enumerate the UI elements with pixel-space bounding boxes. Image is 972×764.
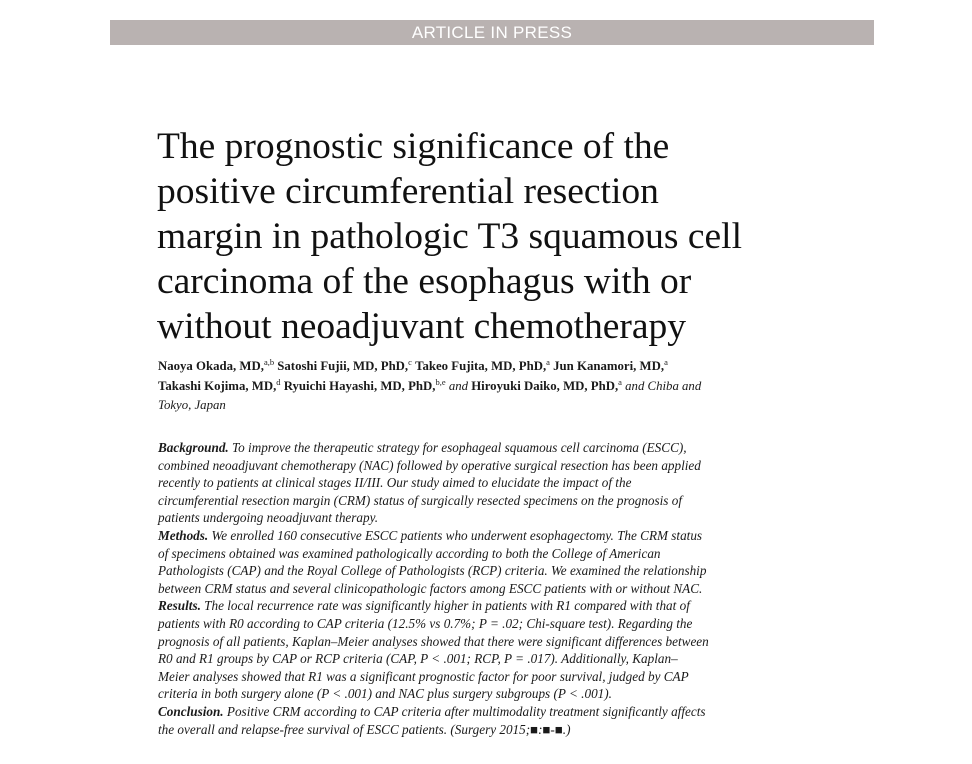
author-location: Tokyo, Japan	[158, 398, 226, 412]
abstract-line: prognosis of all patients, Kaplan–Meier analyses showed that there were significant differences between	[158, 633, 709, 649]
author-name: Satoshi Fujii, MD, PhD,	[277, 359, 409, 373]
abstract-line: R0 and R1 groups by CAP or RCP criteria (CAP, P < .001; RCP, P = .017). Additionally, Kaplan–	[158, 651, 678, 667]
abstract-text: To improve the therapeutic strategy for esophageal squamous cell carcinoma (ESCC),	[228, 440, 687, 455]
title-line: positive circumferential resection	[157, 171, 659, 212]
abstract-line	[158, 703, 838, 721]
title-line: The prognostic significance of the	[157, 126, 670, 167]
affiliation-sup: a	[664, 357, 668, 367]
abstract-text: Positive CRM according to CAP criteria after multimodality treatment significantly affects	[223, 703, 706, 719]
affiliation-sup: a	[546, 357, 550, 367]
abstract-line: Pathologists (CAP) and the Royal College of Pathologists (RCP) criteria. We examined the relationship	[158, 563, 707, 579]
author-name: Jun Kanamori, MD,	[553, 359, 665, 373]
affiliation-sup: a	[618, 376, 622, 387]
abstract-line: combined neoadjuvant chemotherapy (NAC) followed by operative surgical resection has been applied	[158, 457, 701, 473]
author-conjunction: and	[448, 378, 469, 393]
affiliation-sup: b,e	[435, 376, 446, 387]
abstract-line: between CRM status and several clinicopathologic factors among ESCC patients with or without NAC.	[158, 580, 703, 596]
author-name: Ryuichi Hayashi, MD, PhD,	[283, 378, 436, 393]
abstract-line: of specimens obtained was examined pathologically according to both the College of American	[158, 545, 661, 561]
author-name: Takashi Kojima, MD,	[158, 378, 277, 393]
title-line: without neoadjuvant chemotherapy	[157, 306, 687, 347]
methods-label: Methods.	[158, 527, 209, 543]
author-location: and Chiba and	[625, 378, 702, 393]
author-name: Takeo Fujita, MD, PhD,	[415, 359, 547, 373]
background-label: Background.	[158, 440, 229, 455]
affiliation-sup: a,b	[263, 357, 275, 367]
conclusion-label: Conclusion.	[158, 703, 224, 719]
article-in-press-banner	[110, 20, 874, 45]
results-label: Results.	[158, 598, 201, 614]
abstract-line	[158, 597, 838, 615]
article-title	[157, 124, 857, 349]
abstract-line	[158, 527, 838, 545]
author-line-3	[158, 396, 838, 416]
banner-text: ARTICLE IN PRESS	[411, 22, 573, 42]
abstract-line: patients undergoing neoadjuvant therapy.	[158, 510, 379, 526]
author-line-1	[158, 357, 838, 377]
author-name: Naoya Okada, MD,	[158, 359, 264, 373]
affiliation-sup: c	[408, 357, 412, 367]
abstract-line: circumferential resection margin (CRM) status of surgically resected specimens on the prognosis of	[158, 492, 682, 508]
abstract-text: We enrolled 160 consecutive ESCC patients who underwent esophagectomy. The CRM status	[208, 527, 703, 543]
affiliation-sup: d	[276, 376, 281, 387]
author-line-2	[158, 377, 838, 397]
abstract-line: the overall and relapse-free survival of ESCC patients. (Surgery 2015;■:■-■.)	[158, 721, 571, 737]
abstract-line: recently to patients at clinical stages II/III. Our study aimed to elucidate the impact of the	[158, 475, 632, 491]
abstract-line: patients with R0 according to CAP criteria (12.5% vs 0.7%; P = .02; Chi-square test). Regarding the	[158, 615, 693, 631]
abstract-line: Meier analyses showed that R1 was a significant prognostic factor for poor survival, judged by CAP	[158, 668, 689, 684]
author-name: Hiroyuki Daiko, MD, PhD,	[471, 378, 619, 393]
abstract	[158, 439, 838, 738]
abstract-line	[158, 439, 838, 457]
abstract-text: The local recurrence rate was significantly higher in patients with R1 compared with that of	[200, 598, 690, 614]
abstract-line: criteria in both surgery alone (P < .001) and NAC plus surgery subgroups (P < .001).	[158, 686, 612, 702]
title-line: margin in pathologic T3 squamous cell	[157, 216, 742, 257]
title-line: carcinoma of the esophagus with or	[157, 261, 692, 302]
author-list	[158, 357, 838, 416]
